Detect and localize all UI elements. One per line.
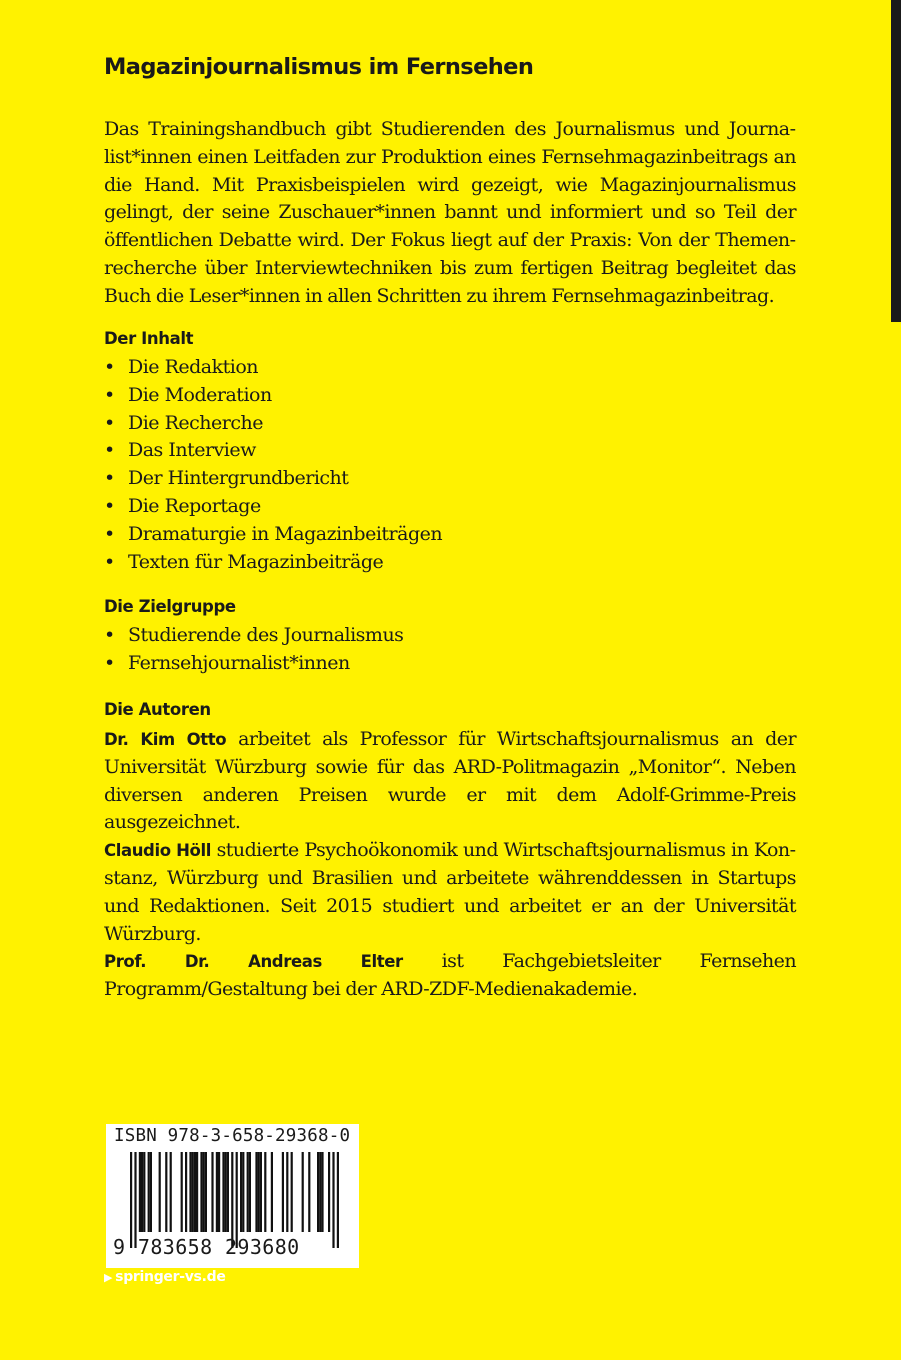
bullet-icon: • [104, 624, 115, 646]
spine-edge-bar [891, 0, 901, 322]
list-item: • Die Reportage [104, 493, 442, 521]
list-item: • Der Hintergrundbericht [104, 465, 442, 493]
list-item: • Fernsehjournalist*innen [104, 650, 403, 678]
barcode-bar [291, 1152, 293, 1232]
list-item: • Die Recherche [104, 410, 442, 438]
barcode-bar [249, 1152, 251, 1232]
authors-heading: Die Autoren [104, 700, 211, 719]
barcode-bar [302, 1152, 304, 1232]
barcode-bar [130, 1152, 132, 1248]
barcode-bar [337, 1152, 339, 1248]
barcode-bar [170, 1152, 172, 1232]
list-item: • Die Moderation [104, 382, 442, 410]
barcode-bar [260, 1152, 262, 1232]
list-item: • Das Interview [104, 437, 442, 465]
author-name: Dr. Kim Otto [104, 730, 227, 749]
barcode-bar [181, 1152, 183, 1232]
bullet-icon: • [104, 467, 115, 490]
list-item: • Studierende des Journalismus [104, 622, 403, 650]
barcode-bar [319, 1152, 321, 1232]
ean-digits: 9 783658 293680 [113, 1235, 300, 1259]
barcode-bar [247, 1152, 249, 1232]
barcode-bar [148, 1152, 150, 1232]
isbn-barcode [106, 1124, 359, 1268]
bullet-icon: • [104, 439, 115, 462]
bullet-icon: • [104, 522, 115, 545]
author-entry [104, 726, 796, 837]
barcode-bar [139, 1152, 141, 1232]
author-name: Claudio Höll [104, 841, 211, 861]
barcode-bar [134, 1152, 136, 1248]
barcode-bar [308, 1152, 310, 1232]
barcode-bar [328, 1152, 330, 1232]
barcode-bar [225, 1152, 227, 1232]
barcode-bar [141, 1152, 143, 1232]
barcode-bar [203, 1152, 205, 1232]
author-entry [104, 948, 796, 1004]
barcode-bar [255, 1152, 257, 1232]
barcode-bar [317, 1152, 319, 1232]
book-title: Magazinjournalismus im Fernsehen [104, 54, 534, 80]
barcode-bar [165, 1152, 167, 1232]
barcode-bar [189, 1152, 191, 1232]
list-item: • Die Redaktion [104, 354, 442, 382]
barcode-bar [242, 1152, 244, 1232]
contents-list [104, 354, 442, 576]
author-name: Prof. Dr. Andreas Elter [104, 952, 403, 972]
barcode-bar [196, 1152, 198, 1232]
isbn-label: ISBN 978-3-658-29368-0 [114, 1126, 351, 1146]
barcode-bar [282, 1152, 284, 1232]
barcode-bar [271, 1152, 273, 1232]
contents-heading: Der Inhalt [104, 329, 194, 348]
barcode-bar [185, 1152, 187, 1232]
barcode-bar [286, 1152, 288, 1232]
author-bio: studierte Psychoökonomik und Wirtschaftsjournalismus in Konstanz, Würzburg und Brasilien und arbeitete währenddessen in Startups und Redaktionen. Seit 2015 studiert und arbeitet er an der Universität Würzburg. [104, 839, 797, 945]
bullet-icon: • [104, 356, 115, 378]
bullet-icon: • [104, 383, 115, 406]
barcode-bar [240, 1152, 242, 1232]
barcode-bar [222, 1152, 224, 1232]
audience-list [104, 622, 403, 678]
author-entry [104, 837, 796, 948]
barcode-bar [216, 1152, 218, 1232]
list-item: • Texten für Magazinbeiträge [104, 549, 442, 577]
barcode-bar [321, 1152, 323, 1232]
barcode-bar [159, 1152, 161, 1232]
authors-section [104, 726, 796, 1004]
bullet-icon: • [104, 550, 115, 573]
barcode-bar [218, 1152, 220, 1232]
arrow-right-icon: ▶ [104, 1271, 113, 1284]
barcode-bar [194, 1152, 196, 1232]
barcode-bar [236, 1152, 238, 1248]
barcode-bar [150, 1152, 152, 1232]
bullet-icon: • [104, 411, 115, 434]
barcode-bar [211, 1152, 213, 1232]
barcode-bar [258, 1152, 260, 1232]
barcode-bar [231, 1152, 233, 1248]
bullet-icon: • [104, 494, 115, 517]
barcode-bar [205, 1152, 207, 1232]
author-bio: arbeitet als Professor für Wirtschaftsjournalismus an der Universität Würzburg sowie für das ARD-Politmagazin „Monitor“. Neben diversen anderen Preisen wurde er mit dem Adolf-Grimme-Preis ausgezeichnet. [104, 728, 796, 834]
audience-heading: Die Zielgruppe [104, 597, 236, 616]
list-item: • Dramaturgie in Magazinbeiträgen [104, 521, 442, 549]
intro-paragraph: Das Trainingshandbuch gibt Studierenden des Journalismus und Journalist*innen einen Leitfaden zur Produktion eines Fernsehmagazinbeitrags an die Hand. Mit Praxisbeispielen wird gezeigt, wie Magazinjournalismus gelingt, der seine Zuschauer*innen bannt und informiert und so Teil der öffentlichen Debatte wird. Der Fokus liegt auf der Praxis: Von der Themenrecherche über Interviewtechniken bis zum fertigen Beitrag begleitet das Buch die Leser*innen in allen Schritten zu ihrem Fernsehmagazinbeitrag. [104, 118, 796, 307]
barcode-bar [227, 1152, 229, 1232]
barcode-bar [332, 1152, 334, 1248]
author-bio: ist Fachgebietsleiter Fernsehen Programm/Gestaltung bei der ARD-ZDF-Medienakademie. [104, 950, 797, 1001]
barcode-bar [143, 1152, 145, 1232]
bullet-icon: • [104, 651, 115, 674]
barcode-bar [264, 1152, 266, 1232]
barcode-bar [200, 1152, 202, 1232]
barcode-bar [192, 1152, 194, 1232]
publisher-website[interactable]: ▶ springer-vs.de [104, 1269, 226, 1285]
